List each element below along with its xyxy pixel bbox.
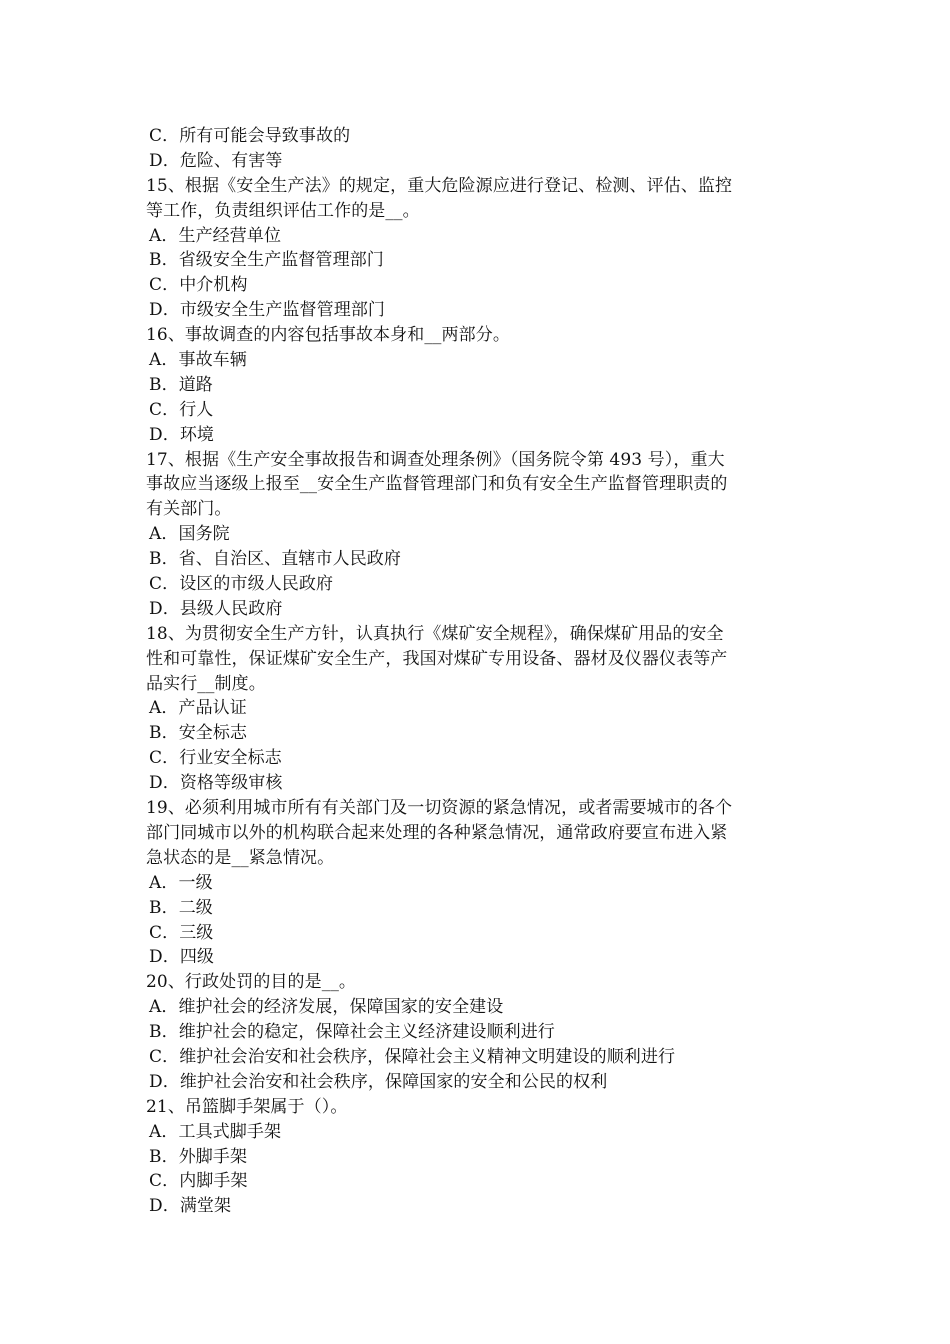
- option-line: A．事故车辆: [149, 350, 247, 371]
- option-line: D．市级安全生产监督管理部门: [149, 300, 386, 321]
- option-line: B．二级: [149, 897, 213, 918]
- option-line: D．环境: [149, 424, 215, 445]
- question-line: 急状态的是__紧急情况。: [146, 847, 335, 868]
- question-line: 21、吊篮脚手架属于（）。: [146, 1096, 348, 1117]
- question-line: 性和可靠性，保证煤矿安全生产，我国对煤矿专用设备、器材及仪器仪表等产: [146, 648, 728, 669]
- option-line: A．国务院: [149, 524, 230, 545]
- option-line: D．危险、有害等: [149, 150, 283, 171]
- option-line: A．产品认证: [149, 698, 247, 719]
- question-line: 16、事故调查的内容包括事故本身和__两部分。: [146, 325, 510, 346]
- option-line: B．省级安全生产监督管理部门: [149, 250, 384, 271]
- question-line: 19、必须利用城市所有有关部门及一切资源的紧急情况，或者需要城市的各个: [146, 798, 733, 819]
- option-line: A．维护社会的经济发展，保障国家的安全建设: [149, 997, 504, 1018]
- option-line: C．中介机构: [149, 275, 248, 296]
- question-line: 事故应当逐级上报至__安全生产监督管理部门和负有安全生产监督管理职责的: [146, 474, 728, 495]
- option-line: B．维护社会的稳定，保障社会主义经济建设顺利进行: [149, 1022, 555, 1043]
- option-line: D．满堂架: [149, 1196, 232, 1217]
- option-line: B．道路: [149, 374, 213, 395]
- question-line: 有关部门。: [146, 499, 232, 520]
- option-line: D．县级人民政府: [149, 598, 283, 619]
- option-line: D．四级: [149, 947, 215, 968]
- option-line: C．所有可能会导致事故的: [149, 126, 351, 146]
- question-line: 等工作，负责组织评估工作的是__。: [146, 200, 420, 221]
- option-line: D．维护社会治安和社会秩序，保障国家的安全和公民的权利: [149, 1071, 608, 1092]
- question-line: 部门同城市以外的机构联合起来处理的各种紧急情况，通常政府要宣布进入紧: [146, 822, 728, 843]
- document-body: [146, 124, 808, 1219]
- option-line: B．省、自治区、直辖市人民政府: [149, 549, 401, 570]
- question-line: 品实行__制度。: [146, 673, 266, 694]
- option-line: C．三级: [149, 922, 214, 943]
- option-line: A．一级: [149, 872, 213, 893]
- option-line: A．工具式脚手架: [149, 1121, 282, 1142]
- option-line: C．内脚手架: [149, 1171, 248, 1192]
- option-line: C．设区的市级人民政府: [149, 574, 334, 595]
- question-line: 18、为贯彻安全生产方针，认真执行《煤矿安全规程》，确保煤矿用品的安全: [146, 623, 724, 644]
- option-line: A．生产经营单位: [149, 225, 282, 246]
- option-line: B．安全标志: [149, 723, 248, 744]
- option-line: B．外脚手架: [149, 1146, 248, 1167]
- question-line: 17、根据《生产安全事故报告和调查处理条例》（国务院令第 493 号），重大: [146, 449, 725, 470]
- question-line: 15、根据《安全生产法》的规定，重大危险源应进行登记、检测、评估、监控: [146, 175, 733, 196]
- option-line: C．行业安全标志: [149, 748, 282, 769]
- option-line: D．资格等级审核: [149, 773, 283, 794]
- question-line: 20、行政处罚的目的是__。: [146, 972, 357, 993]
- option-line: C．行人: [149, 399, 214, 420]
- option-line: C．维护社会治安和社会秩序，保障社会主义精神文明建设的顺利进行: [149, 1046, 676, 1067]
